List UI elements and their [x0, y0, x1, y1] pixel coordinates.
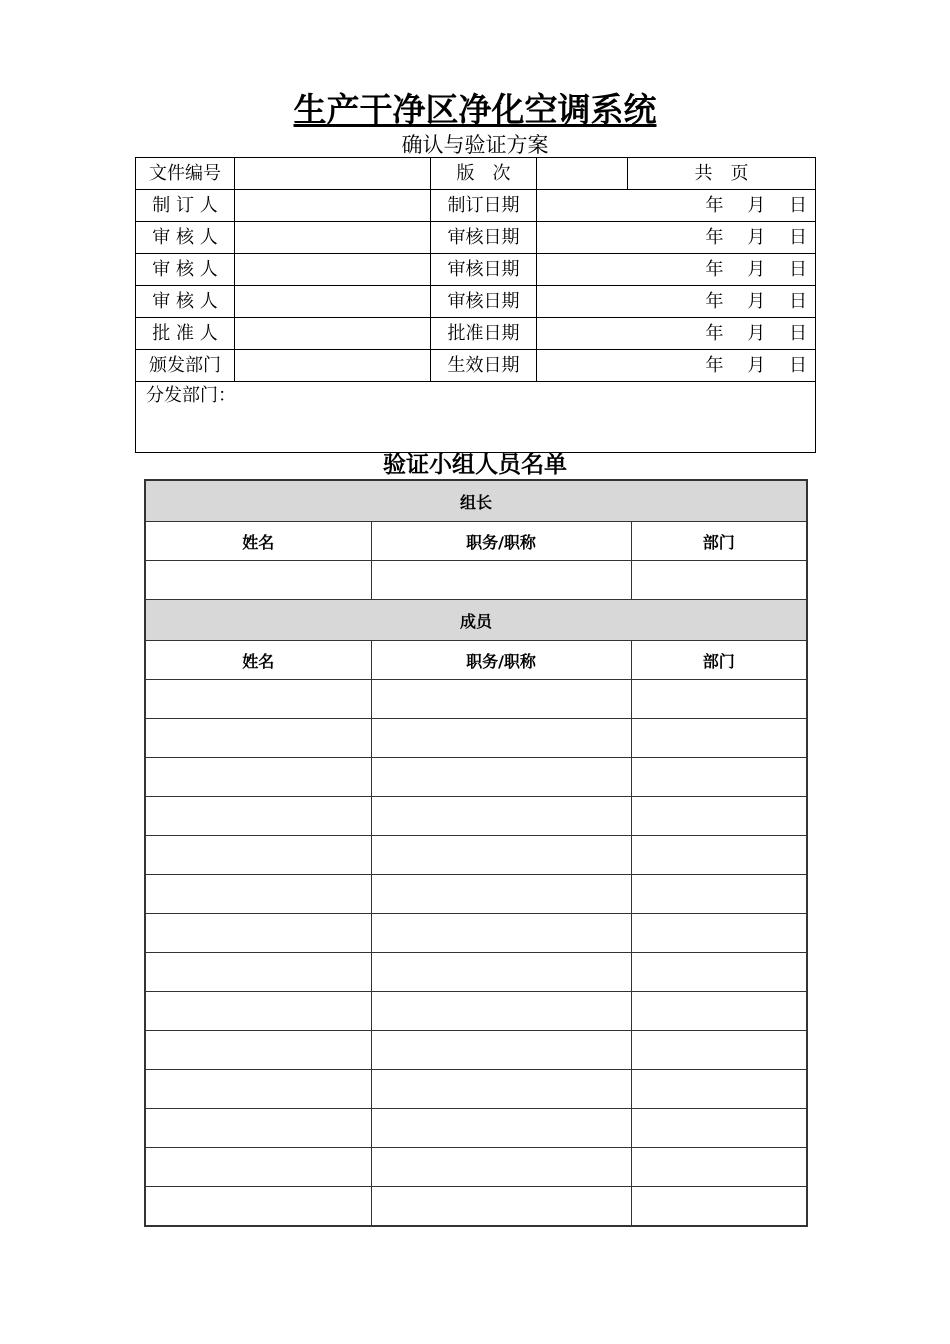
- name-field[interactable]: [235, 254, 431, 286]
- member-header-row: [145, 600, 807, 641]
- table-cell[interactable]: [145, 992, 371, 1031]
- date-label: 审核日期: [431, 254, 537, 286]
- table-cell[interactable]: [631, 758, 807, 797]
- table-cell[interactable]: [631, 1109, 807, 1148]
- doc-no-field[interactable]: [235, 158, 431, 190]
- info-row: [136, 222, 816, 254]
- table-cell[interactable]: [145, 797, 371, 836]
- column-header-row: [145, 522, 807, 561]
- col-title-header: 职务/职称: [371, 522, 631, 561]
- table-cell[interactable]: [631, 719, 807, 758]
- table-cell[interactable]: [371, 1187, 631, 1227]
- table-cell[interactable]: [631, 1187, 807, 1227]
- table-cell[interactable]: [145, 1148, 371, 1187]
- info-row: [136, 254, 816, 286]
- table-cell[interactable]: [631, 914, 807, 953]
- table-cell[interactable]: [371, 836, 631, 875]
- col-name-header: 姓名: [145, 641, 371, 680]
- table-cell[interactable]: [145, 953, 371, 992]
- name-field[interactable]: [235, 350, 431, 382]
- table-cell[interactable]: [631, 1031, 807, 1070]
- table-cell[interactable]: [371, 953, 631, 992]
- leader-header: 组长: [145, 480, 807, 522]
- table-row: [145, 1148, 807, 1187]
- table-row: [145, 1070, 807, 1109]
- table-row: [145, 797, 807, 836]
- table-row: [145, 758, 807, 797]
- table-cell[interactable]: [631, 1070, 807, 1109]
- table-cell[interactable]: [371, 561, 631, 600]
- info-row-distribution: [136, 382, 816, 453]
- table-cell[interactable]: [631, 1148, 807, 1187]
- table-row: [145, 914, 807, 953]
- table-cell[interactable]: [145, 914, 371, 953]
- info-row: [136, 318, 816, 350]
- table-row: [145, 992, 807, 1031]
- table-row: [145, 836, 807, 875]
- member-rows: [145, 680, 807, 1227]
- role-label: 制 订 人: [136, 190, 235, 222]
- info-row-doc-no: [136, 158, 816, 190]
- table-cell[interactable]: [371, 1070, 631, 1109]
- table-row: [145, 719, 807, 758]
- col-dept-header: 部门: [631, 522, 807, 561]
- table-cell[interactable]: [631, 797, 807, 836]
- document-title: 生产干净区净化空调系统: [293, 90, 657, 129]
- table-row: [145, 953, 807, 992]
- date-field[interactable]: 年 月 日: [537, 222, 816, 254]
- role-label: 批 准 人: [136, 318, 235, 350]
- info-row: [136, 286, 816, 318]
- table-cell[interactable]: [371, 758, 631, 797]
- table-cell[interactable]: [145, 1031, 371, 1070]
- date-label: 生效日期: [431, 350, 537, 382]
- table-cell[interactable]: [371, 875, 631, 914]
- date-label: 制订日期: [431, 190, 537, 222]
- distribution-field[interactable]: 分发部门：: [136, 382, 816, 453]
- col-name-header: 姓名: [145, 522, 371, 561]
- table-cell[interactable]: [371, 1031, 631, 1070]
- date-field[interactable]: 年 月 日: [537, 286, 816, 318]
- name-field[interactable]: [235, 190, 431, 222]
- table-cell[interactable]: [145, 1187, 371, 1227]
- table-row: [145, 1031, 807, 1070]
- table-cell[interactable]: [371, 680, 631, 719]
- table-row: [145, 680, 807, 719]
- table-cell[interactable]: [371, 719, 631, 758]
- member-header: 成员: [145, 600, 807, 641]
- team-list-title: 验证小组人员名单: [383, 451, 567, 478]
- table-row: [145, 1187, 807, 1227]
- table-row: [145, 875, 807, 914]
- document-info-table: [135, 157, 816, 453]
- table-cell[interactable]: [145, 1109, 371, 1148]
- date-label: 批准日期: [431, 318, 537, 350]
- col-title-header: 职务/职称: [371, 641, 631, 680]
- col-dept-header: 部门: [631, 641, 807, 680]
- column-header-row: [145, 641, 807, 680]
- name-field[interactable]: [235, 318, 431, 350]
- table-cell[interactable]: [631, 875, 807, 914]
- version-label: 版 次: [431, 158, 537, 190]
- table-cell[interactable]: [631, 836, 807, 875]
- table-row: [145, 1109, 807, 1148]
- date-field[interactable]: 年 月 日: [537, 318, 816, 350]
- role-label: 颁发部门: [136, 350, 235, 382]
- role-label: 审 核 人: [136, 286, 235, 318]
- document-subtitle: 确认与验证方案: [401, 133, 549, 157]
- table-cell[interactable]: [145, 758, 371, 797]
- table-cell[interactable]: [145, 680, 371, 719]
- team-members-table: [144, 479, 808, 1227]
- table-cell[interactable]: [631, 992, 807, 1031]
- table-cell[interactable]: [371, 914, 631, 953]
- table-cell[interactable]: [371, 992, 631, 1031]
- role-label: 审 核 人: [136, 222, 235, 254]
- table-cell[interactable]: [631, 680, 807, 719]
- date-label: 审核日期: [431, 286, 537, 318]
- table-cell[interactable]: [145, 836, 371, 875]
- leader-header-row: [145, 480, 807, 522]
- date-label: 审核日期: [431, 222, 537, 254]
- doc-no-label: 文件编号: [136, 158, 235, 190]
- info-row: [136, 350, 816, 382]
- name-field[interactable]: [235, 222, 431, 254]
- table-cell[interactable]: [371, 1148, 631, 1187]
- table-cell[interactable]: [145, 1070, 371, 1109]
- table-cell[interactable]: [631, 953, 807, 992]
- pages-label: 共 页: [628, 158, 816, 190]
- table-cell[interactable]: [371, 1109, 631, 1148]
- table-cell[interactable]: [145, 719, 371, 758]
- table-cell[interactable]: [145, 561, 371, 600]
- info-row: [136, 190, 816, 222]
- date-field[interactable]: 年 月 日: [537, 350, 816, 382]
- version-field[interactable]: [537, 158, 628, 190]
- table-cell[interactable]: [631, 561, 807, 600]
- table-cell[interactable]: [145, 875, 371, 914]
- date-field[interactable]: 年 月 日: [537, 254, 816, 286]
- name-field[interactable]: [235, 286, 431, 318]
- date-field[interactable]: 年 月 日: [537, 190, 816, 222]
- role-label: 审 核 人: [136, 254, 235, 286]
- table-cell[interactable]: [371, 797, 631, 836]
- leader-row: [145, 561, 807, 600]
